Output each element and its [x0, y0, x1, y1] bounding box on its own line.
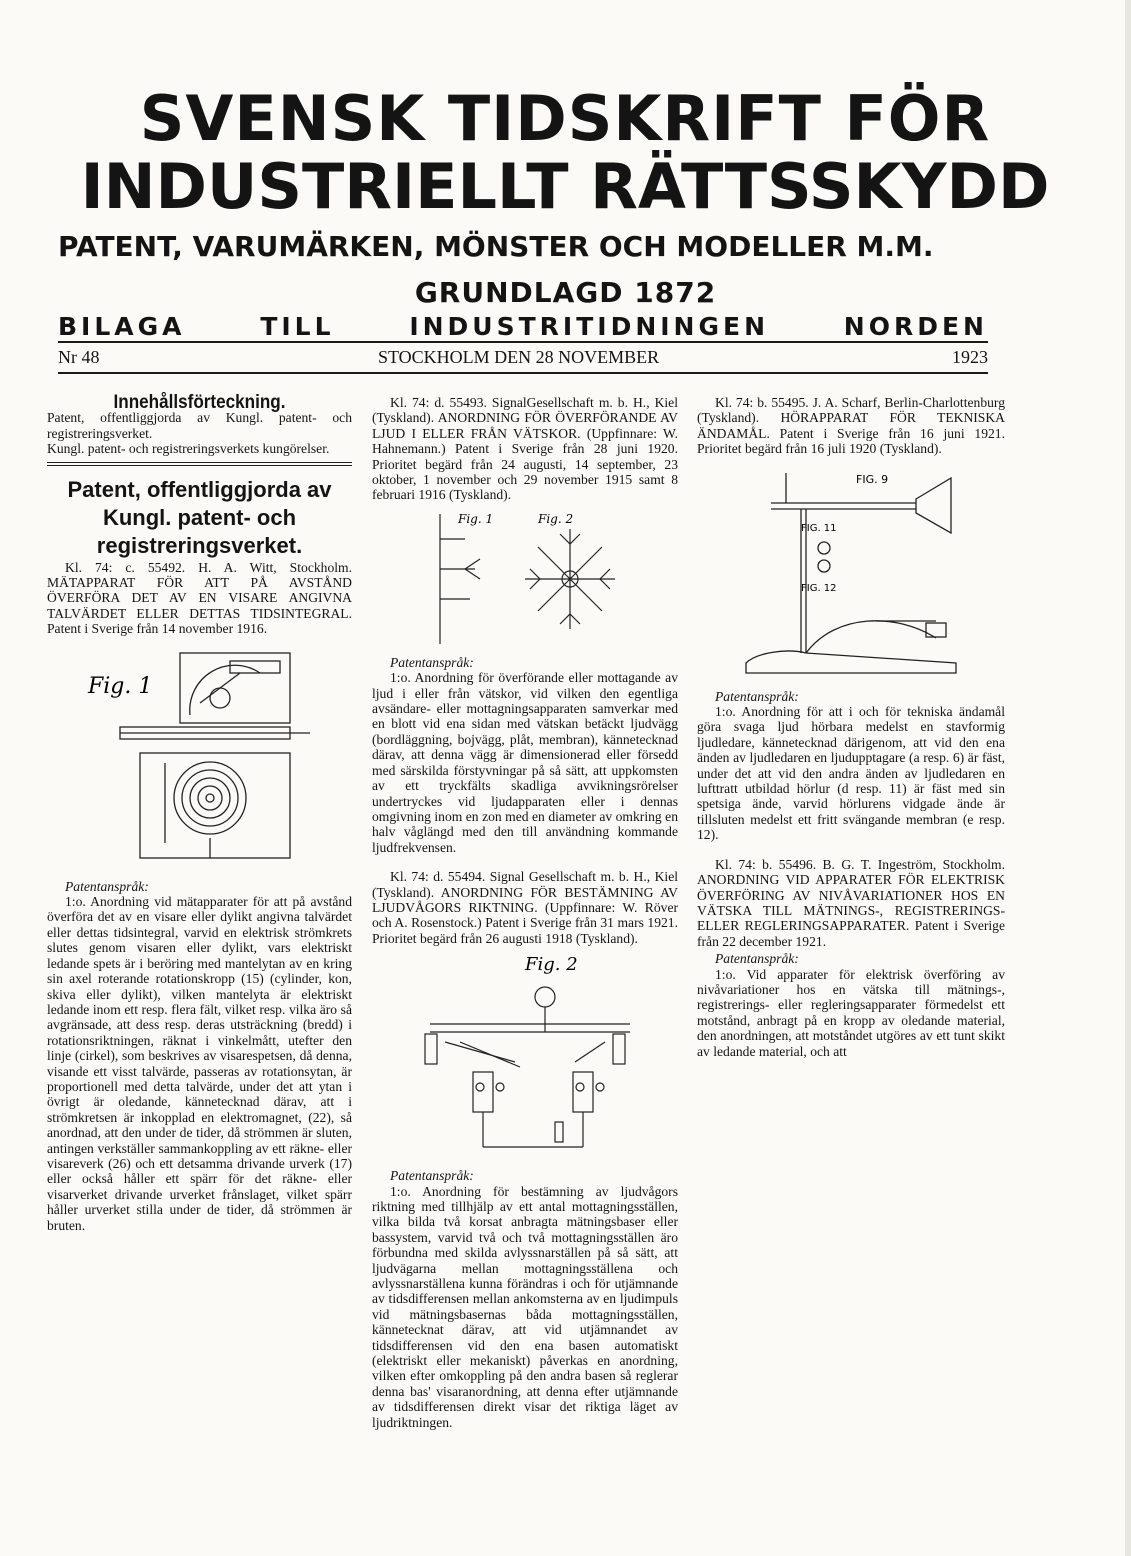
- figure-label: Fig. 2: [538, 511, 574, 526]
- divider: [47, 462, 352, 463]
- patent-claim: 1:o. Anordning för att i och för tekniska ändamål göra svaga ljud hörbara medelst en stavformig ljudledare, kännetecknad därigenom, att vid den ena änden av ljudledaren en ljudupptagare (a resp. 6) är fäst, under det att vid den andra änden av ljudledaren en lufttratt utbildad hörlur (d resp. 11) är fäst med sin spetsiga ände, varvid hörlurens vidgade ände är tillsluten medelst ett fritt svängande membran (e resp. 12).: [697, 704, 1005, 843]
- column-1: [47, 392, 352, 1233]
- column-3: [697, 395, 1005, 1059]
- supplement-word: INDUSTRITIDNINGEN: [409, 312, 769, 341]
- issue-year: 1923: [952, 347, 988, 367]
- masthead-line-1: SVENSK TIDSKRIFT FÖR: [139, 82, 991, 155]
- claims-label: Patentanspråk:: [715, 688, 799, 704]
- masthead-supplement: [58, 312, 988, 341]
- masthead-founded: GRUNDLAGD 1872: [414, 276, 717, 309]
- patent-claim: 1:o. Anordning för bestämning av ljudvågors riktning med tillhjälp av ett antal mottagningsställen, vilka bilda två korsat anbragta mätningsbaser eller bassystem, varvid två och två mottagningsställen äro förbundna med skilda avlyssnarställen på så sätt, att ljudvägarna mellan mottagningsställena och avlyssnarställena kunna förändras i och för utjämnande av tidsdifferensen mellan ankomsterna av en ljudimpuls vid mätningsbasernas båda mottagningsställen, kännetecknat därav, att vid utjämnandet av tidsdifferensen vid den ena basen automatiskt (elektriskt eller mekaniskt) påverkas en anordning, vilken efter omkoppling på den andra basen så reglerar denna bas' visaranordning, att denna efter utjämnande av tidsdifferensen direkt visar det riktiga läget av ljudriktningen.: [372, 1183, 678, 1430]
- issue-place-date: STOCKHOLM DEN 28 NOVEMBER: [378, 347, 660, 367]
- masthead-rule: [58, 341, 988, 343]
- patent-heading: Kl. 74: b. 55496. B. G. T. Ingeström, Stockholm. ANORDNING VID APPARATER FÖR ELEKTRISK ÖVERFÖRING AV NIVÅVARIATIONER HOS EN VÄTSKA TILL MÄTNINGS-, REGISTRERINGS- ELLER REGLERINGSAPPARATER. Patent i Sverige från 22 december 1921.: [697, 856, 1005, 949]
- patent-claim: 1:o. Anordning vid mätapparater för att på avstånd överföra det av en visare eller dylikt angivna talvärdet eller dettas tidsintegral, varvid en elektrisk strömkrets slutes genom visaren eller dylikt, vars elektriskt ledande spets är i beröring med mantelytan av en kring sin axel roterande rotationskropp (15) (cylinder, kon, skiva eller dylikt), vilken mantelyta är elektriskt ledande inom ett resp. flera fält, vilket resp. vilka äro så avgränsade, att dess resp. deras utsträckning (bredd) i rotationsriktningen, räknat i vinkelmått, utefter den linje (cirkel), som beskrives av visarespetsen, då denna, visande ett visst talvärde, passeras av rotationsytan, är proportionell med detta talvärde, under det att ytan i övrigt är oledande, kännetecknad därav, att i strömkretsen är inkopplad en elektromagnet, (22), så anordnad, att den under de tider, då strömmen är sluten, antingen verkställer sammankoppling av ett räkne- eller visareverk (26) och ett detsamma drivande urverk (17) eller också håller ett spärr för det räkne- eller visarverket drivande urverket frånslaget, vilket spärr håller urverket stilla under de tider, då strömmen är bruten.: [47, 894, 352, 1233]
- toc-item: Patent, offentliggjorda av Kungl. patent- och registreringsverket.: [47, 410, 352, 441]
- supplement-word: NORDEN: [843, 312, 988, 341]
- patent-heading: Kl. 74: b. 55495. J. A. Scharf, Berlin-Charlottenburg (Tyskland). HÖRAPPARAT FÖR TEKNISKA ÄNDAMÅL. Patent i Sverige från 16 juni 1921. Prioritet begärd från 16 juli 1920 (Tyskland).: [697, 395, 1005, 457]
- section-title: Patent, offentliggjorda av Kungl. patent- och registreringsverket.: [67, 476, 332, 558]
- patent-figure-1: [80, 643, 320, 873]
- figure-label: Fig. 1: [458, 511, 494, 526]
- figure-label: FIG. 11: [801, 522, 837, 534]
- divider: [47, 465, 352, 466]
- dateline-rule: [58, 372, 988, 374]
- claims-label: Patentanspråk:: [390, 654, 474, 670]
- patent-heading: Kl. 74: d. 55494. Signal Gesellschaft m. b. H., Kiel (Tyskland). ANORDNING FÖR BESTÄMNING AV LJUDVÅGORS RIKTNING. (Uppfinnare: W. Röver och A. Rosenstock.) Patent i Sverige från 31 mars 1921. Prioritet begärd från 26 augusti 1918 (Tyskland).: [372, 869, 678, 946]
- patent-heading: Kl. 74: c. 55492. H. A. Witt, Stockholm. MÄTAPPARAT FÖR ATT PÅ AVSTÅND ÖVERFÖRA DET AV EN VISARE ANGIVNA TALVÄRDET ELLER DETTAS TIDSINTEGRAL. Patent i Sverige från 14 november 1916.: [47, 559, 352, 637]
- patent-claim: 1:o. Anordning för överförande eller mottagande av ljud i eller från vätskor, vid vilken den egentliga avsändare- eller mottagningsapparaten samverkar med en blott vid ena sidan med vätskan betäckt ljudvägg (bordläggning, bojvägg, plåt, membran), kännetecknad därav, att denna vägg är dimensionerad eller försedd med särskilda förstyvningar på så sätt, att uppkomsten av ett tryckfälts skadliga avvikningsrörelser undertryckes vid ljudapparaten eller i dennas omgivning inom en zon med en diameter av omkring en halv våglängd med den till användning kommande ljudfrekvensen.: [372, 670, 678, 855]
- column-2: [372, 395, 678, 1430]
- patent-claim: 1:o. Vid apparater för elektrisk överföring av nivåvariationer hos en vätska till mätnings-, registrerings- eller regleringsapparater förmedelst ett motstånd, anbragt på en kropp av oledande material, den anordningen, att motståndet utgöres av ett tunt skikt av ledande material, och att: [697, 966, 1005, 1059]
- toc-title: Innehållsförteckning.: [113, 392, 286, 413]
- supplement-word: BILAGA: [58, 312, 186, 341]
- page-edge: [1125, 0, 1131, 1556]
- claims-label: Patentanspråk:: [390, 1168, 474, 1184]
- supplement-word: TILL: [260, 312, 335, 341]
- masthead-line-2: INDUSTRIELLT RÄTTSSKYDD: [80, 150, 1050, 223]
- figure-label: FIG. 9: [856, 472, 889, 486]
- patent-figure-3: [405, 952, 645, 1162]
- patent-figure-2: [420, 509, 630, 649]
- figure-label: FIG. 12: [801, 582, 837, 594]
- claims-label: Patentanspråk:: [65, 878, 149, 894]
- toc-item: Kungl. patent- och registreringsverkets kungörelser.: [47, 441, 330, 457]
- issue-number: Nr 48: [58, 347, 100, 367]
- masthead-subtitle: PATENT, VARUMÄRKEN, MÖNSTER OCH MODELLER M.M.: [58, 230, 934, 263]
- figure-label: Fig. 1: [87, 673, 152, 699]
- patent-heading: Kl. 74: d. 55493. SignalGesellschaft m. b. H., Kiel (Tyskland). ANORDNING FÖR ÖVERFÖRANDE AV LJUD I ELLER FRÅN VÄTSKOR. (Uppfinnare: W. Hahnemann.) Patent i Sverige från 28 juni 1920. Prioritet begärd från 24 augusti, 14 september, 23 oktober, 1 november och 29 november 1915 samt 8 februari 1916 (Tyskland).: [372, 395, 678, 503]
- claims-label: Patentanspråk:: [715, 951, 799, 967]
- figure-label: Fig. 2: [525, 954, 578, 976]
- patent-figure-4: [726, 463, 976, 683]
